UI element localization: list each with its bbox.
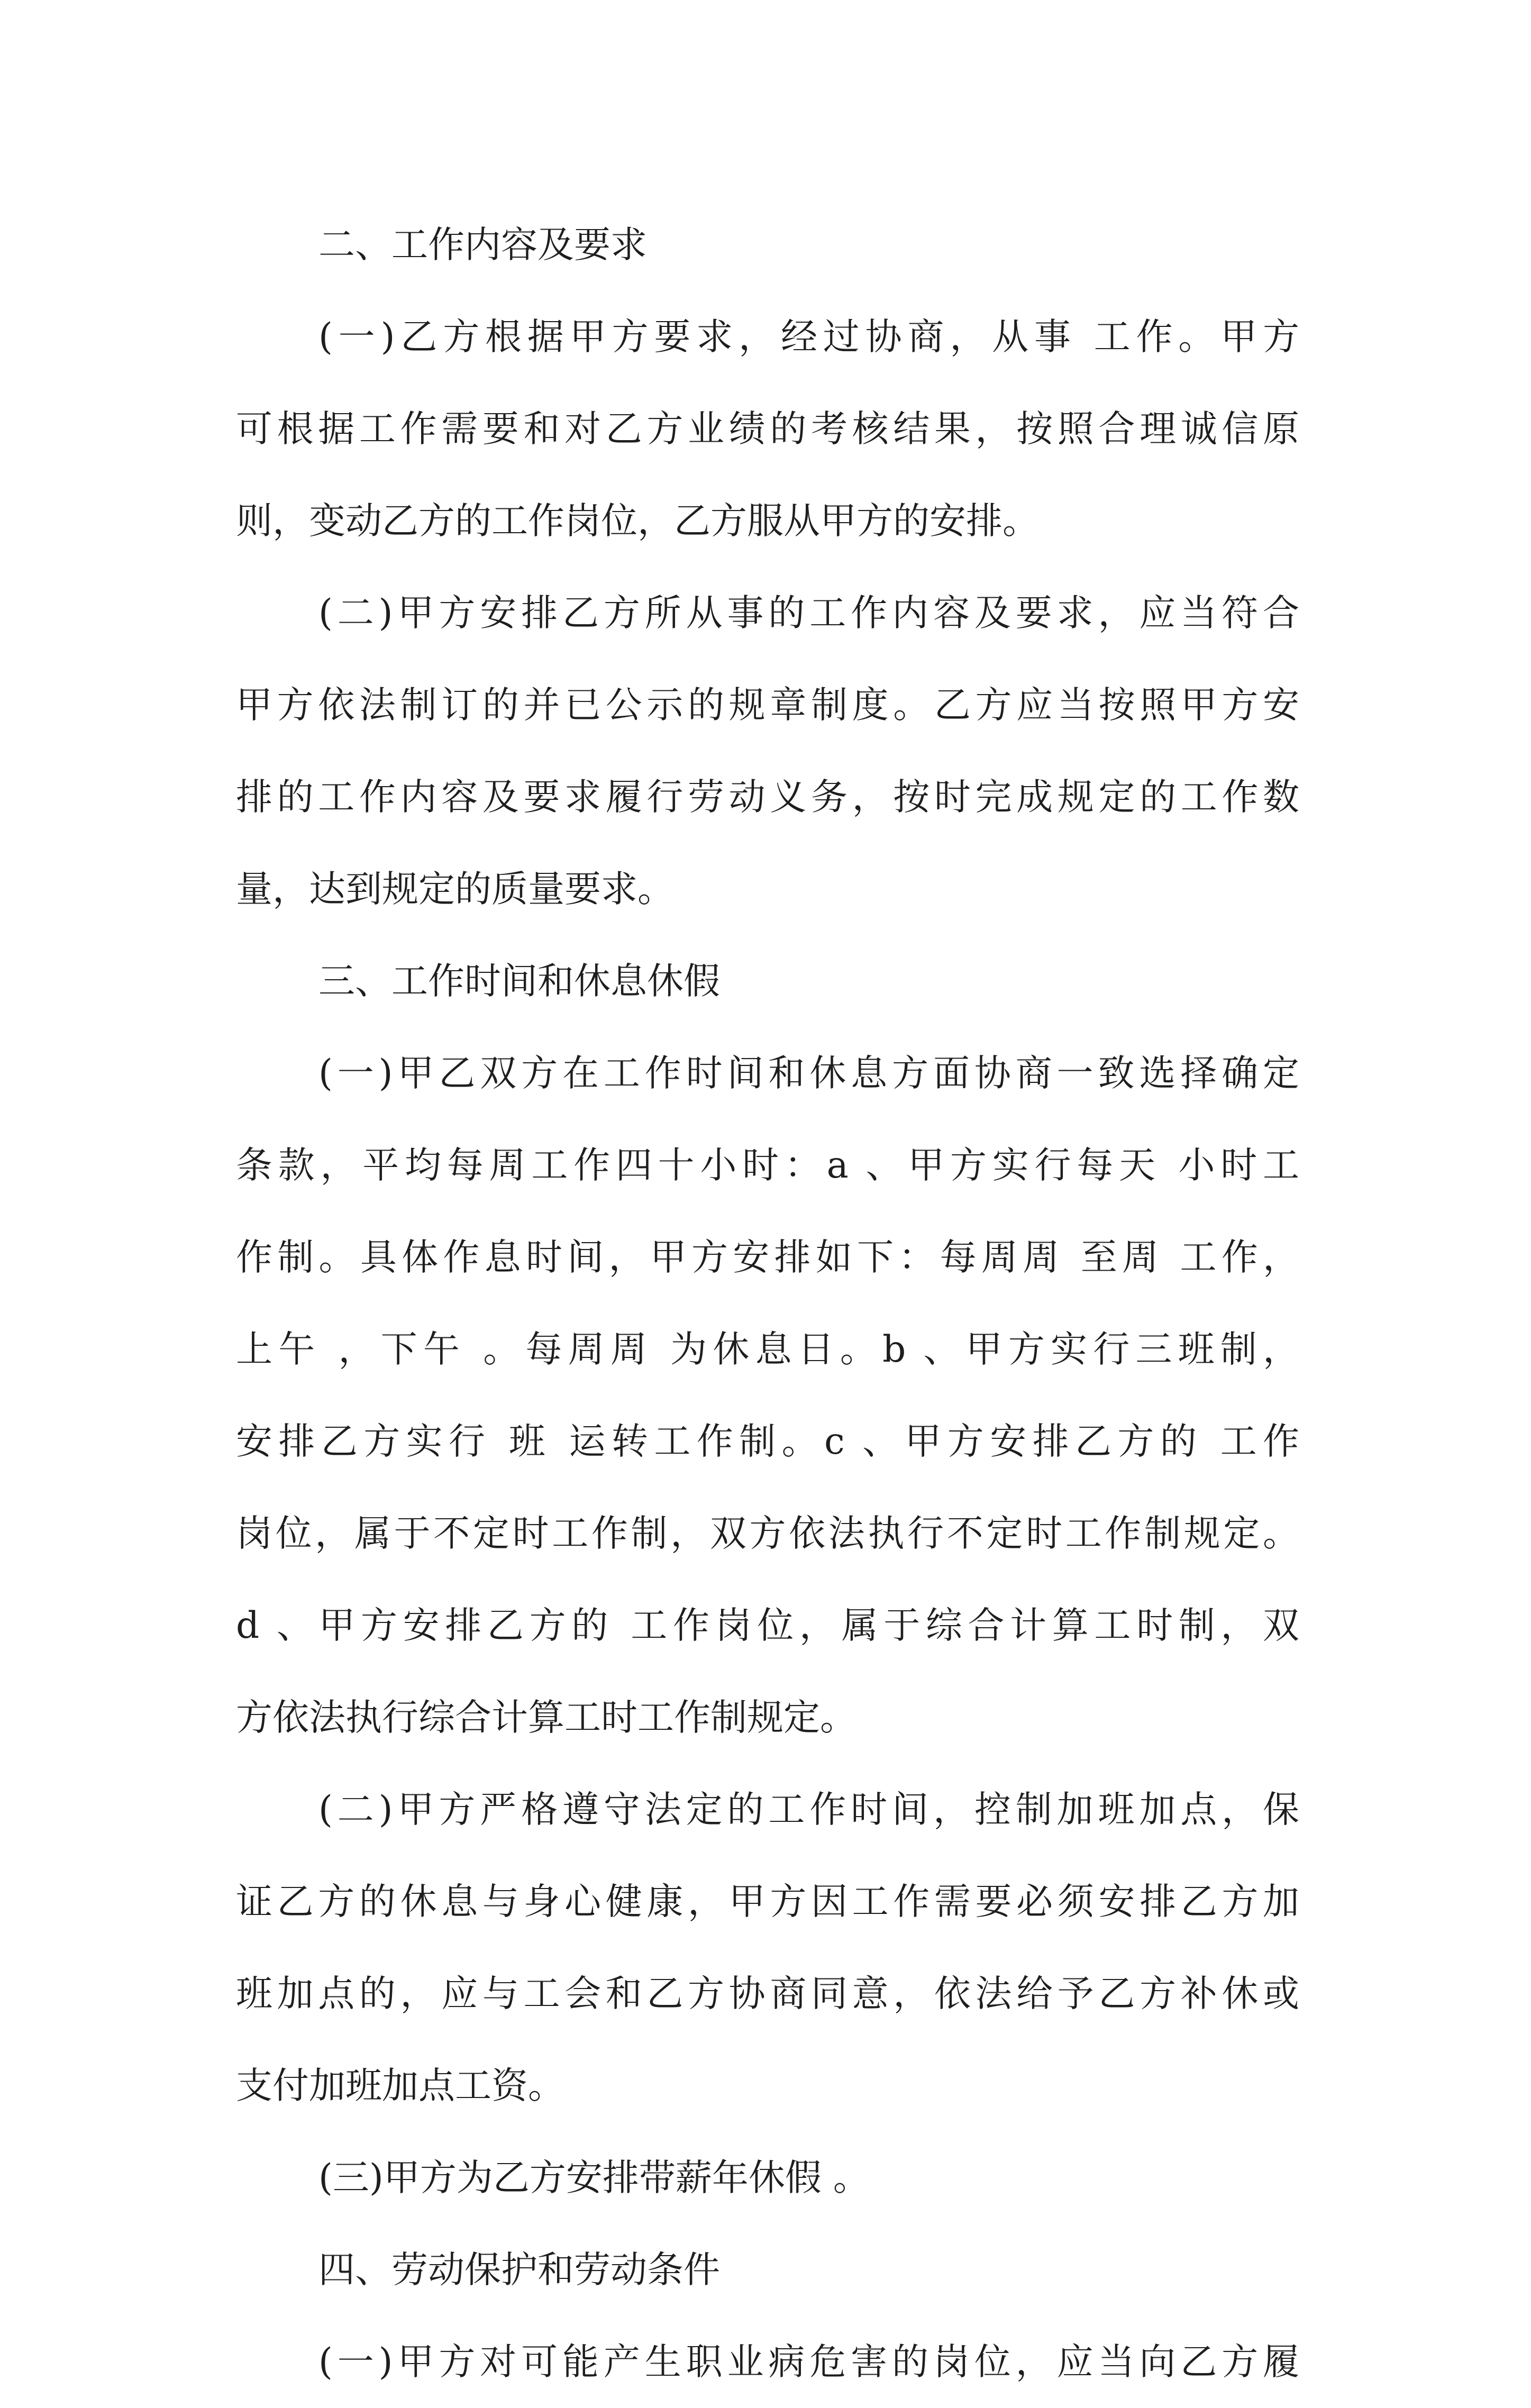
text-line: 安排乙方实行 班 运转工作制。c 、甲方安排乙方的 工作 (236, 1420, 1299, 1463)
text-line: 条款，平均每周工作四十小时：a 、甲方实行每天 小时工 (236, 1144, 1299, 1187)
text-line: (一)甲方对可能产生职业病危害的岗位，应当向乙方履 (318, 2341, 1299, 2383)
text-line: 作制。具体作息时间，甲方安排如下：每周周 至周 工作， (236, 1236, 1299, 1279)
text-line: 支付加班加点工资。 (236, 2065, 564, 2107)
text-line: (一)甲乙双方在工作时间和休息方面协商一致选择确定 (318, 1052, 1299, 1094)
text-line: 岗位，属于不定时工作制，双方依法执行不定时工作制规定。 (236, 1512, 1299, 1555)
text-line: 则，变动乙方的工作岗位，乙方服从甲方的安排。 (236, 500, 1039, 542)
text-line: 排的工作内容及要求履行劳动义务，按时完成规定的工作数 (236, 776, 1299, 818)
text-line: 班加点的，应与工会和乙方协商同意，依法给予乙方补休或 (236, 1973, 1299, 2015)
text-line: 二、工作内容及要求 (318, 224, 647, 266)
text-line: 四、劳动保护和劳动条件 (318, 2249, 720, 2291)
text-line: 可根据工作需要和对乙方业绩的考核结果，按照合理诚信原 (236, 408, 1299, 450)
document-body (236, 199, 1299, 2408)
text-line: 方依法执行综合计算工时工作制规定。 (236, 1696, 856, 1739)
text-line: 量，达到规定的质量要求。 (236, 868, 674, 910)
text-line: (二)甲方安排乙方所从事的工作内容及要求，应当符合 (318, 592, 1299, 634)
text-line: (二)甲方严格遵守法定的工作时间，控制加班加点，保 (318, 1789, 1299, 1831)
text-line: (一)乙方根据甲方要求，经过协商，从事 工作。甲方 (318, 316, 1299, 358)
text-line: (三)甲方为乙方安排带薪年休假 。 (318, 2157, 870, 2199)
text-line: 证乙方的休息与身心健康，甲方因工作需要必须安排乙方加 (236, 1881, 1299, 1923)
text-line: 三、工作时间和休息休假 (318, 960, 720, 1002)
text-line: d 、甲方安排乙方的 工作岗位，属于综合计算工时制，双 (236, 1604, 1299, 1647)
text-line: 甲方依法制订的并已公示的规章制度。乙方应当按照甲方安 (236, 684, 1299, 726)
text-line: 上午 ，下午 。每周周 为休息日。b 、甲方实行三班制， (236, 1328, 1299, 1371)
